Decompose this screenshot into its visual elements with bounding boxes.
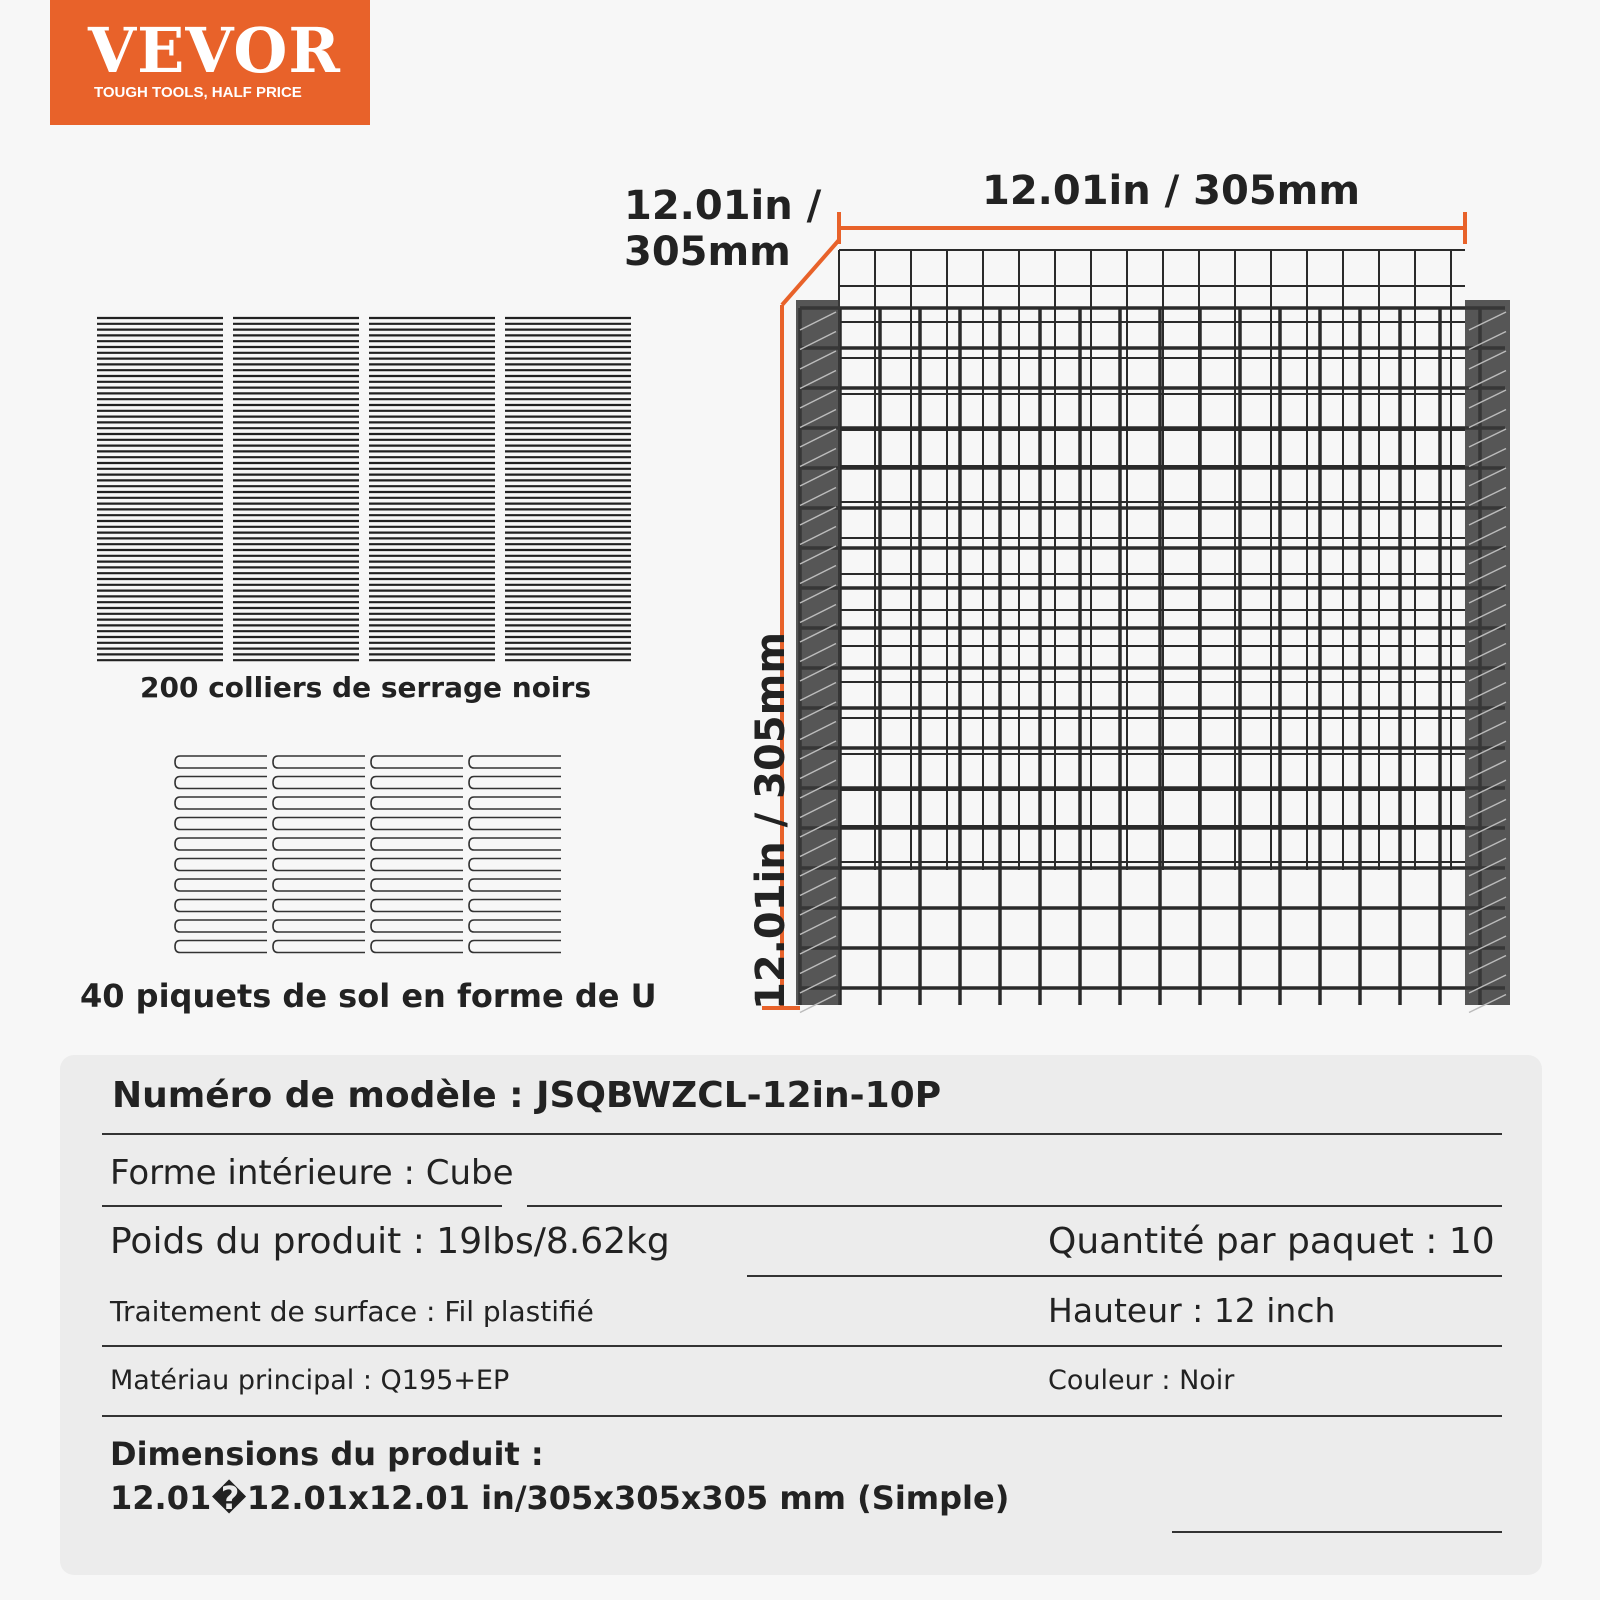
spec-weight: Poids du produit : 19lbs/8.62kg	[110, 1221, 670, 1262]
cable-ties-image	[97, 318, 631, 660]
divider	[747, 1275, 1502, 1277]
wire-cage-image	[796, 250, 1510, 1013]
spec-quantity: Quantité par paquet : 10	[1048, 1221, 1495, 1262]
dimension-depth-line1: 12.01in /	[624, 183, 822, 229]
divider	[102, 1415, 1502, 1417]
divider	[102, 1345, 1502, 1347]
spec-dimensions-value: 12.01�12.01x12.01 in/305x305x305 mm (Simple)	[110, 1479, 1010, 1517]
cable-ties-caption: 200 colliers de serrage noirs	[140, 671, 592, 704]
spec-height: Hauteur : 12 inch	[1048, 1291, 1336, 1330]
logo-brand: VEVOR	[88, 14, 341, 87]
divider	[102, 1133, 1502, 1135]
spec-shape: Forme intérieure : Cube	[110, 1153, 514, 1193]
dimension-depth-line2: 305mm	[624, 229, 791, 275]
spec-dimensions-label: Dimensions du produit :	[110, 1435, 544, 1473]
divider	[527, 1205, 1502, 1207]
dimension-depth	[624, 183, 821, 275]
spec-surface: Traitement de surface : Fil plastifié	[110, 1295, 594, 1328]
ground-stakes-image	[175, 756, 561, 953]
divider	[1172, 1531, 1502, 1533]
spec-color: Couleur : Noir	[1048, 1365, 1235, 1396]
dimension-height: 12.01in / 305mm	[748, 631, 794, 1010]
spec-panel	[60, 1055, 1542, 1575]
ground-stakes-caption: 40 piquets de sol en forme de U	[80, 977, 657, 1015]
spec-material: Matériau principal : Q195+EP	[110, 1365, 510, 1396]
divider	[102, 1205, 502, 1207]
dimension-width: 12.01in / 305mm	[982, 168, 1361, 214]
logo-tagline: TOUGH TOOLS, HALF PRICE	[94, 84, 302, 101]
spec-model: Numéro de modèle : JSQBWZCL-12in-10P	[112, 1075, 942, 1116]
